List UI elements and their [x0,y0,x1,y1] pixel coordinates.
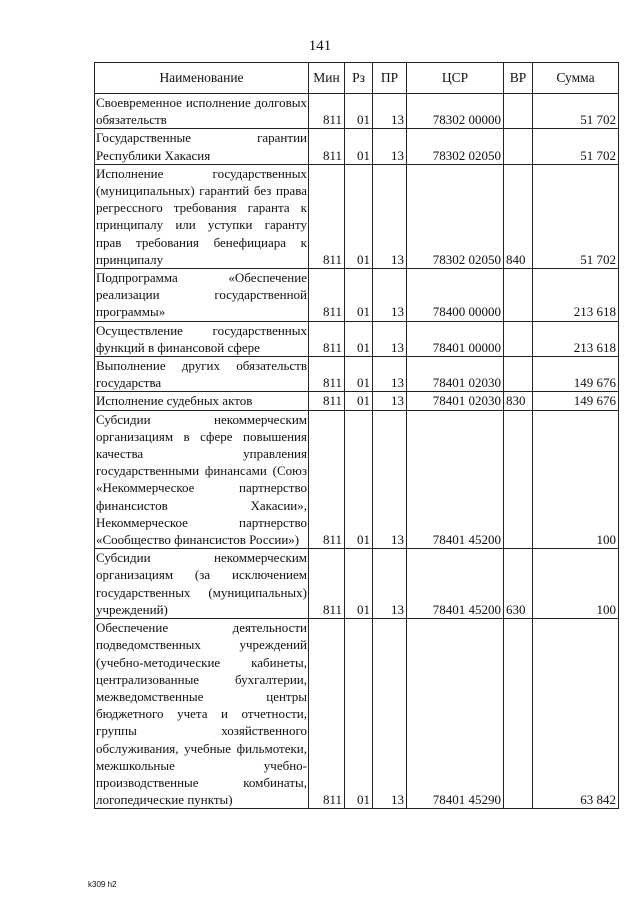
budget-table [94,62,619,809]
row-csr: 78302 02050 [407,129,504,164]
row-min: 811 [309,392,345,410]
footer-code: k309 h2 [88,880,117,889]
row-csr: 78401 02030 [407,357,504,392]
row-min: 811 [309,321,345,356]
row-pr: 13 [373,410,407,549]
row-rz: 01 [345,619,373,809]
row-csr: 78302 00000 [407,94,504,129]
row-pr: 13 [373,321,407,356]
row-sum: 100 [533,549,619,619]
header-pr: ПР [373,63,407,94]
table-row [95,357,619,392]
row-vr: 830 [504,392,533,410]
table-row [95,392,619,410]
table-header-row [95,63,619,94]
row-pr: 13 [373,357,407,392]
row-sum: 51 702 [533,164,619,268]
row-min: 811 [309,549,345,619]
row-vr: 840 [504,164,533,268]
row-sum: 149 676 [533,357,619,392]
row-pr: 13 [373,164,407,268]
row-csr: 78302 02050 [407,164,504,268]
header-rz: Рз [345,63,373,94]
row-sum: 213 618 [533,269,619,322]
row-name: Субсидии некоммерческим организациям в сфере повышения качества управления государственными финансами (Союз «Некоммерческое партнерство финансистов Хакасии», Некоммерческое партнерство «Сообщество финансистов России») [96,411,307,548]
row-sum: 63 842 [533,619,619,809]
row-pr: 13 [373,549,407,619]
row-min: 811 [309,164,345,268]
table-row [95,164,619,268]
row-vr [504,269,533,322]
row-rz: 01 [345,269,373,322]
row-vr [504,619,533,809]
row-min: 811 [309,619,345,809]
row-vr [504,321,533,356]
row-pr: 13 [373,619,407,809]
header-vr: ВР [504,63,533,94]
table-row [95,269,619,322]
row-sum: 213 618 [533,321,619,356]
row-rz: 01 [345,94,373,129]
row-sum: 100 [533,410,619,549]
header-name: Наименование [95,63,309,94]
row-min: 811 [309,410,345,549]
row-sum: 51 702 [533,94,619,129]
row-rz: 01 [345,164,373,268]
row-vr [504,129,533,164]
table-row [95,129,619,164]
row-vr [504,357,533,392]
row-vr [504,94,533,129]
row-csr: 78401 02030 [407,392,504,410]
row-csr: 78400 00000 [407,269,504,322]
row-vr [504,410,533,549]
row-rz: 01 [345,129,373,164]
table-row [95,619,619,809]
row-min: 811 [309,269,345,322]
table-row [95,410,619,549]
row-min: 811 [309,94,345,129]
row-name: Исполнение судебных актов [95,392,309,410]
row-pr: 13 [373,269,407,322]
row-rz: 01 [345,410,373,549]
row-name: Субсидии некоммерческим организациям (за исключением государственных (муниципальных) учреждений) [96,550,307,617]
row-sum: 51 702 [533,129,619,164]
page-number: 141 [308,38,332,54]
row-sum: 149 676 [533,392,619,410]
row-name: Государственные гарантии Республики Хакасия [96,130,307,163]
row-name: Своевременное исполнение долговых обязательств [96,95,307,128]
row-csr: 78401 45200 [407,549,504,619]
row-name: Выполнение других обязательств государства [96,358,307,391]
row-name: Обеспечение деятельности подведомственных учреждений (учебно-методические кабинеты, централизованные бухгалтерии, межведомственные центры бюджетного учета и отчетности, группы хозяйственного обслуживания, учебные фильмотеки, межшкольные учебно-производственные комбинаты, логопедические пункты) [96,620,307,808]
row-rz: 01 [345,392,373,410]
table-row [95,94,619,129]
row-rz: 01 [345,321,373,356]
header-min: Мин [309,63,345,94]
row-csr: 78401 00000 [407,321,504,356]
row-rz: 01 [345,357,373,392]
row-pr: 13 [373,94,407,129]
row-vr: 630 [504,549,533,619]
row-rz: 01 [345,549,373,619]
row-min: 811 [309,357,345,392]
row-csr: 78401 45200 [407,410,504,549]
header-sum: Сумма [533,63,619,94]
row-name: Осуществление государственных функций в финансовой сфере [96,322,307,355]
row-name: Исполнение государственных (муниципальных) гарантий без права регрессного требования гаранта к принципалу или уступки гаранту прав требования бенефициара к принципалу [96,165,307,267]
row-csr: 78401 45290 [407,619,504,809]
header-csr: ЦСР [407,63,504,94]
row-pr: 13 [373,392,407,410]
row-pr: 13 [373,129,407,164]
row-min: 811 [309,129,345,164]
table-row [95,549,619,619]
row-name: Подпрограмма «Обеспечение реализации государственной программы» [96,270,307,320]
table-row [95,321,619,356]
